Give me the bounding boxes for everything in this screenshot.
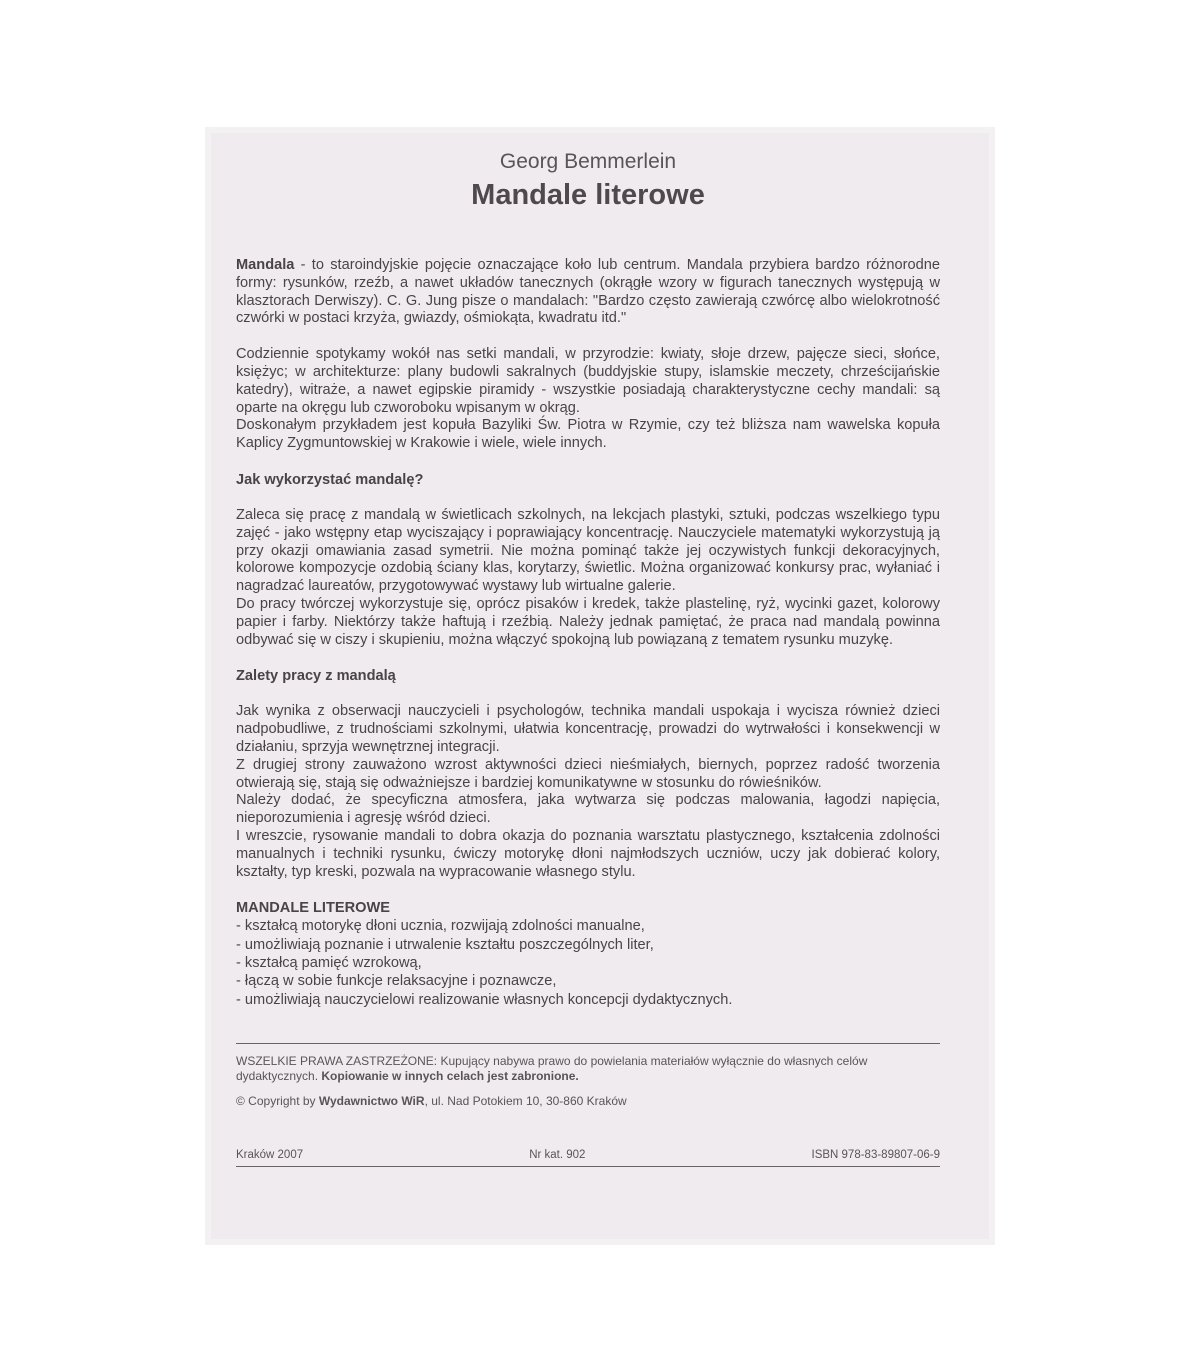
page-content: [236, 147, 940, 1167]
list-item: - kształcą pamięć wzrokową,: [236, 954, 422, 971]
rights-notice: WSZELKIE PRAWA ZASTRZEŻONE: Kupujący nabywa prawo do powielania materiałów wyłącznie do własnych celów dydaktycznych. Kopiowanie w innych celach jest zabronione.: [236, 1053, 868, 1083]
paragraph-benefits-3: Należy dodać, że specyficzna atmosfera, jaka wytwarza się podczas malowania, łagodzi napięcia, nieporozumienia i agresję wśród dzieci.: [236, 792, 940, 827]
list-item: - umożliwiają poznanie i utrwalenie kształtu poszczególnych liter,: [236, 936, 654, 953]
heading-how-to-use: Jak wykorzystać mandalę?: [236, 471, 424, 488]
intro-text: - to staroindyjskie pojęcie oznaczające koło lub centrum. Mandala przybiera bardzo różnorodne formy: rysunków, rzeźb, a nawet układów tanecznych (okrągłe wzory w figurach tanecznych występują w klasztorach Derwiszy). C. G. Jung pisze o mandalach: "Bardzo często zawierają czwórcę albo wielokrotność czwórki w postaci krzyża, gwiazdy, ośmiokąta, kwadratu itd.": [236, 257, 940, 327]
paragraph-use-2: Do pracy twórczej wykorzystuje się, oprócz pisaków i kredek, także plastelinę, ryż, wycinki gazet, kolorowy papier i farby. Niektórzy także haftują i rzeźbią. Należy jednak pamiętać, że praca nad mandalą powinna odbywać się w ciszy i skupieniu, można włączyć spokojną lub powiązaną z tematem rysunku muzykę.: [236, 595, 940, 648]
intro-paragraph: [236, 257, 940, 328]
paragraph-examples: Codziennie spotykamy wokół nas setki mandali, w przyrodzie: kwiaty, słoje drzew, pajęcze sieci, słońce, księżyc; w architekturze: plany budowli sakralnych (buddyjskie stupy, islamskie meczety, chrześcijańskie katedry), witraże, a nawet egipskie piramidy - wszystkie posiadają charakterystyczne cechy mandali: są oparte na okręgu lub czworoboku wpisanym w okrąg.: [236, 346, 940, 416]
document-page: [205, 127, 995, 1245]
paragraph-use-1: Zaleca się pracę z mandalą w świetlicach szkolnych, na lekcjach plastyki, sztuki, podczas wszelkiego typu zajęć - jako wstępny etap wyciszający i poprawiający koncentrację. Nauczyciele matematyki wykorzystują ją przy okazji omawiania zasad symetrii. Nie można pominąć także jej oczywistych funkcji dekoracyjnych, kolorowe kompozycje ozdobią ściany klas, korytarzy, świetlic. Można organizować konkursy prac, wyłaniać i nagradzać laureatów, przygotowywać wystawy lub wirtualne galerie.: [236, 506, 940, 595]
list-item: - łączą w sobie funkcje relaksacyjne i poznawcze,: [236, 973, 557, 990]
list-item: - kształcą motorykę dłoni ucznia, rozwijają zdolności manualne,: [236, 918, 645, 935]
letter-mandalas-list: [236, 917, 940, 1008]
divider-bottom: [236, 1166, 940, 1167]
author-name: Georg Bemmerlein: [499, 150, 677, 173]
paragraph-benefits-2: Z drugiej strony zauważono wzrost aktywności dzieci nieśmiałych, biernych, poprzez radość tworzenia otwierają się, stają się odważniejsze i bardziej komunikatywne w stosunku do rówieśników.: [236, 756, 940, 791]
footer-isbn: ISBN 978-83-89807-06-9: [811, 1148, 940, 1161]
paragraph-benefits-4: I wreszcie, rysowanie mandali to dobra okazja do poznania warsztatu plastycznego, kształcenia zdolności manualnych i techniki rysunku, ćwiczy motorykę dłoni najmłodszych uczniów, uczy jak dobierać kolory, kształty, typ kreski, pozwala na wypracowanie własnego stylu.: [236, 827, 940, 880]
paragraph-benefits-1: Jak wynika z obserwacji nauczycieli i psychologów, technika mandali uspokaja i wycisza również dzieci nadpobudliwe, z trudnościami szkolnymi, ułatwia koncentrację, prowadzi do wytrwałości i konsekwencji w działaniu, sprzyja wewnętrznej integracji.: [236, 703, 940, 755]
page-inner: [211, 133, 989, 1239]
intro-term: Mandala: [236, 257, 295, 273]
heading-letter-mandalas: MANDALE LITEROWE: [236, 900, 391, 917]
list-item: - umożliwiają nauczycielowi realizowanie własnych koncepcji dydaktycznych.: [236, 991, 733, 1008]
document-title: Mandale literowe: [471, 179, 705, 211]
footer-place-year: Kraków 2007: [236, 1148, 304, 1161]
heading-benefits: Zalety pracy z mandalą: [236, 668, 396, 685]
footer-catalog-number: Nr kat. 902: [529, 1148, 586, 1161]
footer-row: [236, 1148, 940, 1162]
copyright-notice: © Copyright by Wydawnictwo WiR, ul. Nad Potokiem 10, 30-860 Kraków: [236, 1093, 627, 1108]
paragraph-basilica: Doskonałym przykładem jest kopuła Bazyliki Św. Piotra w Rzymie, czy też bliższa nam wawelska kopuła Kaplicy Zygmuntowskiej w Krakowie i wiele, wiele innych.: [236, 417, 940, 452]
